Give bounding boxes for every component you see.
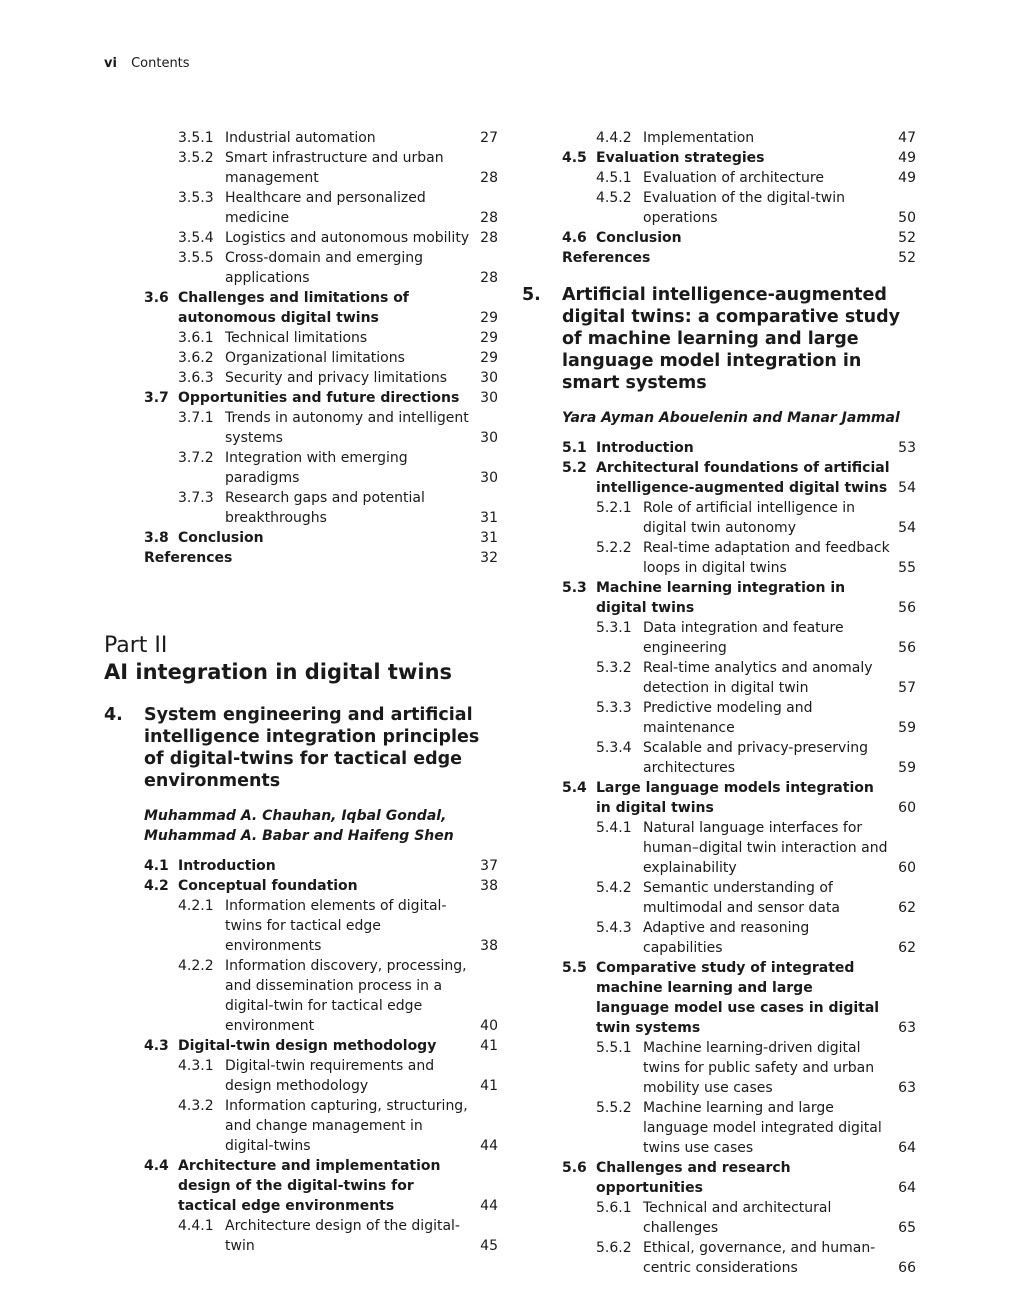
toc-entry[interactable] <box>522 228 916 248</box>
toc-entry-number: 3.8 <box>144 530 169 546</box>
toc-entry-page: 29 <box>480 310 498 326</box>
toc-entry-page: 63 <box>898 1080 916 1096</box>
toc-entry[interactable] <box>104 1036 498 1056</box>
toc-entry-number: 4.2 <box>144 878 169 894</box>
toc-list-chapter4-tail <box>522 128 916 268</box>
toc-entry[interactable] <box>104 188 498 228</box>
toc-entry-title: Introduction <box>178 858 276 874</box>
toc-entry-page: 38 <box>480 878 498 894</box>
toc-entry-number: 4.3.2 <box>178 1098 214 1114</box>
part-title: AI integration in digital twins <box>104 660 453 684</box>
toc-entry-page: 65 <box>898 1220 916 1236</box>
toc-entry-page: 37 <box>480 858 498 874</box>
toc-entry-page: 32 <box>480 550 498 566</box>
toc-entry-title: Cross-domain and emerging applications <box>225 250 424 286</box>
toc-entry-page: 49 <box>898 170 916 186</box>
toc-entry-page: 28 <box>480 210 498 226</box>
toc-entry-number: 3.7.2 <box>178 450 214 466</box>
toc-entry-number: 4.2.2 <box>178 958 214 974</box>
toc-entry[interactable] <box>522 818 916 878</box>
toc-entry-page: 28 <box>480 270 498 286</box>
chapter-heading <box>104 704 498 792</box>
toc-entry-page: 45 <box>480 1238 498 1254</box>
toc-entry-number: 3.6.2 <box>178 350 214 366</box>
toc-entry-number: 3.6.3 <box>178 370 214 386</box>
toc-entry[interactable] <box>104 148 498 188</box>
toc-entry-page: 31 <box>480 510 498 526</box>
toc-entry[interactable] <box>104 368 498 388</box>
toc-list-chapter3-tail <box>104 128 498 568</box>
toc-entry-page: 60 <box>898 800 916 816</box>
toc-entry-page: 28 <box>480 170 498 186</box>
toc-entry-number: 4.2.1 <box>178 898 214 914</box>
toc-entry-title: Introduction <box>596 440 694 456</box>
toc-entry[interactable] <box>104 528 498 548</box>
chapter-number: 5. <box>522 285 541 305</box>
toc-entry-page: 59 <box>898 720 916 736</box>
toc-entry[interactable] <box>104 228 498 248</box>
toc-entry[interactable] <box>522 918 916 958</box>
toc-entry-page: 62 <box>898 940 916 956</box>
toc-entry-title: Logistics and autonomous mobility <box>225 230 470 246</box>
toc-entry[interactable] <box>104 488 498 528</box>
toc-entry[interactable] <box>522 188 916 228</box>
toc-entry[interactable] <box>522 778 916 818</box>
toc-list-chapter4 <box>104 856 498 1256</box>
toc-entry-title: Large language models integration in digital twins <box>596 780 874 816</box>
toc-entry-title: Digital-twin design methodology <box>178 1038 437 1054</box>
toc-entry-page: 49 <box>898 150 916 166</box>
toc-entry-number: 3.7.3 <box>178 490 214 506</box>
toc-entry-page: 60 <box>898 860 916 876</box>
toc-entry-page: 31 <box>480 530 498 546</box>
toc-entry-title: Role of artificial intelligence in digital twin autonomy <box>643 500 856 536</box>
toc-entry[interactable] <box>522 1038 916 1098</box>
toc-entry-number: 5.3.3 <box>596 700 632 716</box>
toc-entry[interactable] <box>522 498 916 538</box>
toc-entry[interactable] <box>104 876 498 896</box>
toc-entry-title: Architecture design of the digital-twin <box>225 1218 460 1254</box>
toc-entry-title: Semantic understanding of multimodal and sensor data <box>643 880 840 916</box>
toc-entry-number: 5.2.1 <box>596 500 632 516</box>
toc-entry-page: 27 <box>480 130 498 146</box>
toc-entry-number: 4.5.1 <box>596 170 632 186</box>
toc-entry-title: Opportunities and future directions <box>178 390 460 406</box>
toc-entry[interactable] <box>522 168 916 188</box>
chapter-authors <box>144 806 498 846</box>
toc-entry-number: 4.3.1 <box>178 1058 214 1074</box>
chapter-title: Artificial intelligence-augmented digital twins: a comparative study of machine learning and large language model integration in smart systems <box>562 285 901 393</box>
toc-entry-number: 5.6.2 <box>596 1240 632 1256</box>
toc-entry-title: Trends in autonomy and intelligent systems <box>225 410 469 446</box>
toc-entry-page: 53 <box>898 440 916 456</box>
toc-entry[interactable] <box>522 878 916 918</box>
toc-entry[interactable] <box>104 856 498 876</box>
toc-entry-title: Integration with emerging paradigms <box>225 450 408 486</box>
toc-entry[interactable] <box>522 1158 916 1198</box>
toc-entry[interactable] <box>104 248 498 288</box>
toc-entry-title: Ethical, governance, and human-centric considerations <box>643 1240 876 1276</box>
toc-entry[interactable] <box>104 328 498 348</box>
toc-entry-title: Smart infrastructure and urban management <box>225 150 444 186</box>
toc-entry-page: 30 <box>480 370 498 386</box>
left-column <box>104 128 498 1256</box>
toc-entry-page: 57 <box>898 680 916 696</box>
toc-entry-page: 41 <box>480 1078 498 1094</box>
toc-entry-number: 5.3 <box>562 580 587 596</box>
toc-entry-page: 29 <box>480 350 498 366</box>
toc-entry-number: 5.3.2 <box>596 660 632 676</box>
toc-entry-title: Real-time analytics and anomaly detection in digital twin <box>643 660 873 696</box>
toc-entry-number: 3.5.1 <box>178 130 214 146</box>
toc-entry-title: Real-time adaptation and feedback loops in digital twins <box>643 540 890 576</box>
toc-entry-number: 5.5 <box>562 960 587 976</box>
toc-entry[interactable] <box>104 408 498 448</box>
toc-entry-title: Information discovery, processing, and dissemination process in a digital-twin for tactical edge environment <box>225 958 467 1034</box>
running-title: Contents <box>131 56 190 71</box>
toc-entry-title: Implementation <box>643 130 755 146</box>
toc-entry[interactable] <box>104 348 498 368</box>
toc-entry-page: 54 <box>898 520 916 536</box>
toc-entry-number: 5.3.4 <box>596 740 632 756</box>
toc-entry[interactable] <box>522 1238 916 1278</box>
chapter-number: 4. <box>104 705 123 725</box>
toc-entry-page: 50 <box>898 210 916 226</box>
toc-entry-title: Technical and architectural challenges <box>643 1200 832 1236</box>
chapter-title: System engineering and artificial intelligence integration principles of digital-twins for tactical edge environments <box>144 705 480 791</box>
toc-entry-page: 38 <box>480 938 498 954</box>
toc-entry[interactable] <box>522 438 916 458</box>
toc-entry[interactable] <box>104 1216 498 1256</box>
toc-entry-number: 3.7 <box>144 390 169 406</box>
part-label: Part II <box>104 633 168 658</box>
toc-entry[interactable] <box>104 548 498 568</box>
toc-entry-number: 5.4.2 <box>596 880 632 896</box>
toc-entry[interactable] <box>104 288 498 328</box>
toc-entry[interactable] <box>522 738 916 778</box>
toc-entry-title: Challenges and limitations of autonomous digital twins <box>178 290 409 326</box>
toc-entry-number: 4.4.1 <box>178 1218 214 1234</box>
toc-entry-number: 5.5.1 <box>596 1040 632 1056</box>
page-number: vi <box>104 56 117 71</box>
toc-entry-number: 5.4.1 <box>596 820 632 836</box>
toc-entry[interactable] <box>104 1056 498 1096</box>
toc-entry-title: Information capturing, structuring, and change management in digital-twins <box>225 1098 468 1154</box>
toc-entry-number: 3.5.5 <box>178 250 214 266</box>
toc-entry-page: 40 <box>480 1018 498 1034</box>
toc-entry-number: 5.2.2 <box>596 540 632 556</box>
toc-entry-title: Security and privacy limitations <box>225 370 448 386</box>
toc-entry-title: Research gaps and potential breakthroughs <box>225 490 425 526</box>
toc-entry-number: 3.7.1 <box>178 410 214 426</box>
toc-entry[interactable] <box>104 128 498 148</box>
toc-entry-number: 3.5.3 <box>178 190 214 206</box>
toc-entry-title: Evaluation strategies <box>596 150 765 166</box>
toc-entry[interactable] <box>522 458 916 498</box>
toc-entry[interactable] <box>522 1098 916 1158</box>
authors-line: Muhammad A. Chauhan, Iqbal Gondal, <box>144 808 447 824</box>
toc-entry[interactable] <box>104 388 498 408</box>
toc-entry[interactable] <box>522 618 916 658</box>
right-column <box>522 128 916 1278</box>
toc-entry-page: 44 <box>480 1138 498 1154</box>
toc-entry[interactable] <box>522 128 916 148</box>
toc-entry-title: Machine learning-driven digital twins for public safety and urban mobility use cases <box>643 1040 875 1096</box>
toc-entry-page: 28 <box>480 230 498 246</box>
toc-entry-page: 62 <box>898 900 916 916</box>
toc-entry-title: References <box>144 550 233 566</box>
toc-list-chapter5 <box>522 438 916 1278</box>
toc-entry-title: Natural language interfaces for human–digital twin interaction and explainability <box>643 820 888 876</box>
toc-entry-number: 5.6.1 <box>596 1200 632 1216</box>
toc-entry-title: Evaluation of architecture <box>643 170 824 186</box>
toc-entry-page: 41 <box>480 1038 498 1054</box>
toc-entry-page: 44 <box>480 1198 498 1214</box>
toc-entry-page: 30 <box>480 430 498 446</box>
toc-entry-page: 30 <box>480 470 498 486</box>
chapter-heading <box>522 284 916 394</box>
toc-entry-title: Data integration and feature engineering <box>643 620 844 656</box>
toc-entry-number: 5.3.1 <box>596 620 632 636</box>
toc-entry[interactable] <box>104 1096 498 1156</box>
toc-entry-number: 4.4.2 <box>596 130 632 146</box>
toc-entry-title: Adaptive and reasoning capabilities <box>643 920 810 956</box>
toc-entry[interactable] <box>522 578 916 618</box>
toc-entry-title: Machine learning integration in digital twins <box>596 580 846 616</box>
toc-entry-page: 55 <box>898 560 916 576</box>
toc-entry-number: 5.4 <box>562 780 587 796</box>
authors-line: Muhammad A. Babar and Haifeng Shen <box>144 828 454 844</box>
toc-entry-number: 5.5.2 <box>596 1100 632 1116</box>
toc-entry-title: Information elements of digital-twins for tactical edge environments <box>225 898 447 954</box>
toc-entry-title: Conceptual foundation <box>178 878 358 894</box>
toc-entry-title: Machine learning and large language model integrated digital twins use cases <box>643 1100 882 1156</box>
toc-entry-number: 4.5 <box>562 150 587 166</box>
toc-entry-number: 4.5.2 <box>596 190 632 206</box>
toc-entry-title: Scalable and privacy-preserving architectures <box>643 740 868 776</box>
toc-entry-page: 64 <box>898 1140 916 1156</box>
toc-entry-page: 64 <box>898 1180 916 1196</box>
toc-entry[interactable] <box>104 956 498 1036</box>
toc-entry[interactable] <box>522 1198 916 1238</box>
toc-entry[interactable] <box>104 896 498 956</box>
toc-entry-page: 47 <box>898 130 916 146</box>
toc-entry-number: 3.6 <box>144 290 169 306</box>
toc-entry-title: Technical limitations <box>225 330 368 346</box>
toc-entry-number: 4.4 <box>144 1158 169 1174</box>
toc-entry-page: 59 <box>898 760 916 776</box>
toc-entry-title: Organizational limitations <box>225 350 405 366</box>
toc-entry-number: 3.6.1 <box>178 330 214 346</box>
toc-entry-number: 5.2 <box>562 460 587 476</box>
toc-entry-title: Comparative study of integrated machine learning and large language model use cases in digital twin systems <box>596 960 880 1036</box>
running-header <box>104 56 190 71</box>
toc-entry-number: 5.4.3 <box>596 920 632 936</box>
toc-entry-title: Architecture and implementation design of the digital-twins for tactical edge environments <box>178 1158 441 1214</box>
toc-entry-number: 4.1 <box>144 858 169 874</box>
toc-entry-number: 4.3 <box>144 1038 169 1054</box>
toc-entry[interactable] <box>522 148 916 168</box>
toc-entry-title: Evaluation of the digital-twin operations <box>643 190 845 226</box>
toc-entry-page: 52 <box>898 250 916 266</box>
toc-entry-page: 54 <box>898 480 916 496</box>
chapter-authors: Yara Ayman Abouelenin and Manar Jammal <box>562 410 900 426</box>
toc-entry-title: Conclusion <box>596 230 682 246</box>
toc-entry-number: 3.5.2 <box>178 150 214 166</box>
toc-entry-page: 52 <box>898 230 916 246</box>
toc-entry-number: 5.1 <box>562 440 587 456</box>
toc-entry-number: 5.6 <box>562 1160 587 1176</box>
toc-entry-title: Architectural foundations of artificial intelligence-augmented digital twins <box>596 460 890 496</box>
toc-entry-number: 4.6 <box>562 230 587 246</box>
toc-entry[interactable] <box>522 538 916 578</box>
toc-entry-page: 56 <box>898 600 916 616</box>
toc-entry-page: 66 <box>898 1260 916 1276</box>
toc-entry-title: Healthcare and personalized medicine <box>225 190 426 226</box>
toc-entry[interactable] <box>522 958 916 1038</box>
toc-entry-page: 63 <box>898 1020 916 1036</box>
toc-entry-title: Industrial automation <box>225 130 376 146</box>
toc-entry[interactable] <box>522 698 916 738</box>
toc-entry[interactable] <box>104 1156 498 1216</box>
toc-entry-number: 3.5.4 <box>178 230 214 246</box>
toc-entry-title: Conclusion <box>178 530 264 546</box>
toc-entry[interactable] <box>522 658 916 698</box>
toc-entry-title: Challenges and research opportunities <box>596 1160 791 1196</box>
toc-entry-title: References <box>562 250 651 266</box>
toc-entry[interactable] <box>522 248 916 268</box>
toc-entry[interactable] <box>104 448 498 488</box>
toc-entry-page: 56 <box>898 640 916 656</box>
toc-entry-title: Predictive modeling and maintenance <box>643 700 813 736</box>
toc-entry-title: Digital-twin requirements and design methodology <box>225 1058 435 1094</box>
toc-entry-page: 29 <box>480 330 498 346</box>
toc-entry-page: 30 <box>480 390 498 406</box>
